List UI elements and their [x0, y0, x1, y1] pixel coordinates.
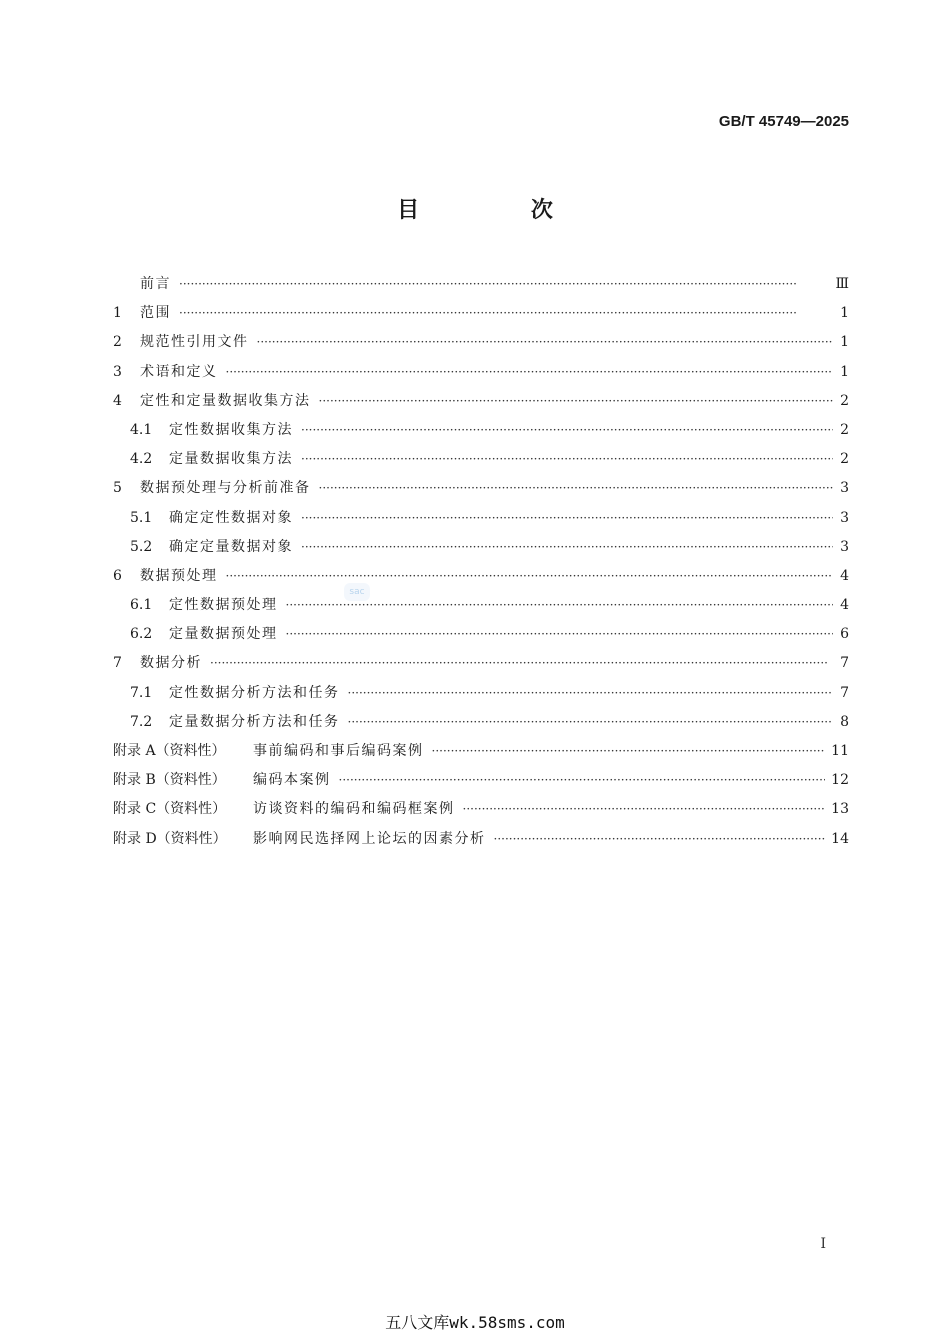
toc-leader-dots — [301, 445, 833, 474]
toc-leader-dots — [226, 358, 834, 387]
toc-entry-label: 定量数据预处理 — [169, 626, 278, 643]
toc-entry-number: 7.1 — [130, 684, 153, 701]
toc-entry-page: 13 — [831, 801, 849, 818]
toc-entry-label: 数据预处理 — [140, 567, 218, 584]
toc-subentry[interactable] — [113, 504, 849, 533]
toc-entry[interactable] — [113, 358, 849, 387]
toc-subentry[interactable] — [113, 591, 849, 620]
toc-leader-dots — [179, 270, 829, 299]
toc-entry-label: 前言 — [140, 276, 171, 292]
toc-entry[interactable] — [113, 649, 849, 678]
toc-entry-number: 4 — [113, 392, 122, 409]
toc-subentry[interactable] — [113, 416, 849, 445]
toc-entry-number: 7 — [113, 655, 122, 672]
toc-entry-number: 6 — [113, 567, 122, 584]
toc-entry-page: 4 — [840, 567, 849, 584]
toc-entry-label: 访谈资料的编码和编码框案例 — [253, 801, 455, 818]
toc-entry-label: 定性和定量数据收集方法 — [140, 392, 311, 409]
toc-entry-page: Ⅲ — [835, 276, 849, 292]
toc-entry-label: 范围 — [140, 305, 171, 322]
page-title: 目 次 — [397, 198, 605, 223]
toc-leader-dots — [301, 416, 833, 445]
toc-annex-number: 附录 A（资料性） — [113, 743, 226, 759]
table-of-contents — [113, 270, 849, 854]
toc-entry-number: 4.2 — [130, 451, 153, 468]
toc-entry-page: 6 — [840, 626, 849, 643]
toc-entry-label: 确定定量数据对象 — [169, 538, 293, 555]
toc-annex-entry[interactable] — [113, 766, 849, 795]
toc-entry-page: 1 — [840, 334, 849, 351]
toc-entry-number: 6.2 — [130, 626, 153, 643]
toc-annex-number: 附录 B（资料性） — [113, 772, 226, 789]
toc-entry-label: 定性数据预处理 — [169, 597, 278, 614]
toc-entry-page: 12 — [831, 772, 849, 789]
sac-watermark: sac — [344, 583, 370, 601]
toc-entry-label: 定性数据收集方法 — [169, 421, 293, 438]
toc-entry[interactable] — [113, 474, 849, 503]
toc-annex-number: 附录 C（资料性） — [113, 801, 227, 818]
toc-entry[interactable] — [113, 299, 849, 328]
toc-entry-label: 数据分析 — [140, 655, 202, 672]
toc-entry-label: 确定定性数据对象 — [169, 509, 293, 526]
toc-subentry[interactable] — [113, 679, 849, 708]
toc-entry-page: 2 — [840, 421, 849, 438]
toc-entry-page: 11 — [831, 743, 849, 759]
toc-leader-dots — [432, 737, 826, 766]
toc-entry-number: 1 — [113, 305, 122, 322]
toc-entry-page: 8 — [840, 713, 849, 730]
toc-entry[interactable] — [113, 387, 849, 416]
toc-entry-label: 术语和定义 — [140, 363, 218, 380]
toc-subentry[interactable] — [113, 445, 849, 474]
toc-entry-page: 4 — [840, 597, 849, 614]
toc-entry[interactable] — [113, 562, 849, 591]
toc-subentry[interactable] — [113, 620, 849, 649]
toc-entry-label: 数据预处理与分析前准备 — [140, 480, 311, 497]
standard-code: GB/T 45749—2025 — [718, 113, 849, 130]
toc-leader-dots — [348, 679, 834, 708]
toc-annex-number: 附录 D（资料性） — [113, 830, 227, 847]
toc-entry-page: 1 — [840, 363, 849, 380]
toc-entry[interactable] — [113, 270, 849, 299]
toc-leader-dots — [226, 562, 834, 591]
toc-entry-number: 5.1 — [130, 509, 153, 526]
toc-entry-number: 4.1 — [130, 421, 153, 438]
toc-leader-dots — [339, 766, 826, 795]
toc-entry-label: 事前编码和事后编码案例 — [253, 743, 424, 759]
page-number: I — [820, 1236, 826, 1252]
toc-entry-number: 2 — [113, 334, 122, 351]
toc-annex-entry[interactable] — [113, 795, 849, 824]
toc-annex-entry[interactable] — [113, 737, 849, 766]
toc-leader-dots — [286, 620, 834, 649]
toc-entry-label: 定性数据分析方法和任务 — [169, 684, 340, 701]
toc-leader-dots — [319, 387, 834, 416]
toc-leader-dots — [210, 649, 833, 678]
toc-entry-page: 2 — [840, 451, 849, 468]
toc-leader-dots — [494, 825, 826, 854]
toc-annex-entry[interactable] — [113, 825, 849, 854]
toc-subentry[interactable] — [113, 708, 849, 737]
toc-entry-number: 3 — [113, 363, 122, 380]
toc-entry-number: 6.1 — [130, 597, 153, 614]
toc-entry-number: 5 — [113, 480, 122, 497]
toc-entry[interactable] — [113, 328, 849, 357]
toc-leader-dots — [319, 474, 834, 503]
toc-leader-dots — [463, 795, 826, 824]
toc-entry-label: 影响网民选择网上论坛的因素分析 — [253, 830, 486, 847]
toc-leader-dots — [257, 328, 834, 357]
toc-entry-page: 14 — [831, 830, 849, 847]
toc-subentry[interactable] — [113, 533, 849, 562]
toc-entry-page: 7 — [840, 655, 849, 672]
toc-leader-dots — [301, 533, 833, 562]
toc-entry-page: 3 — [840, 480, 849, 497]
toc-entry-number: 7.2 — [130, 713, 153, 730]
toc-leader-dots — [348, 708, 834, 737]
footer-site-label[interactable]: 五八文库wk.58sms.com — [385, 1313, 565, 1332]
toc-entry-label: 编码本案例 — [253, 772, 331, 789]
toc-entry-label: 定量数据分析方法和任务 — [169, 713, 340, 730]
toc-entry-label: 定量数据收集方法 — [169, 451, 293, 468]
toc-entry-page: 2 — [840, 392, 849, 409]
toc-entry-page: 3 — [840, 538, 849, 555]
toc-entry-label: 规范性引用文件 — [140, 334, 249, 351]
toc-entry-number: 5.2 — [130, 538, 153, 555]
toc-entry-page: 1 — [840, 305, 849, 322]
toc-leader-dots — [179, 299, 833, 328]
toc-entry-page: 3 — [840, 509, 849, 526]
toc-leader-dots — [301, 504, 833, 533]
toc-entry-page: 7 — [840, 684, 849, 701]
